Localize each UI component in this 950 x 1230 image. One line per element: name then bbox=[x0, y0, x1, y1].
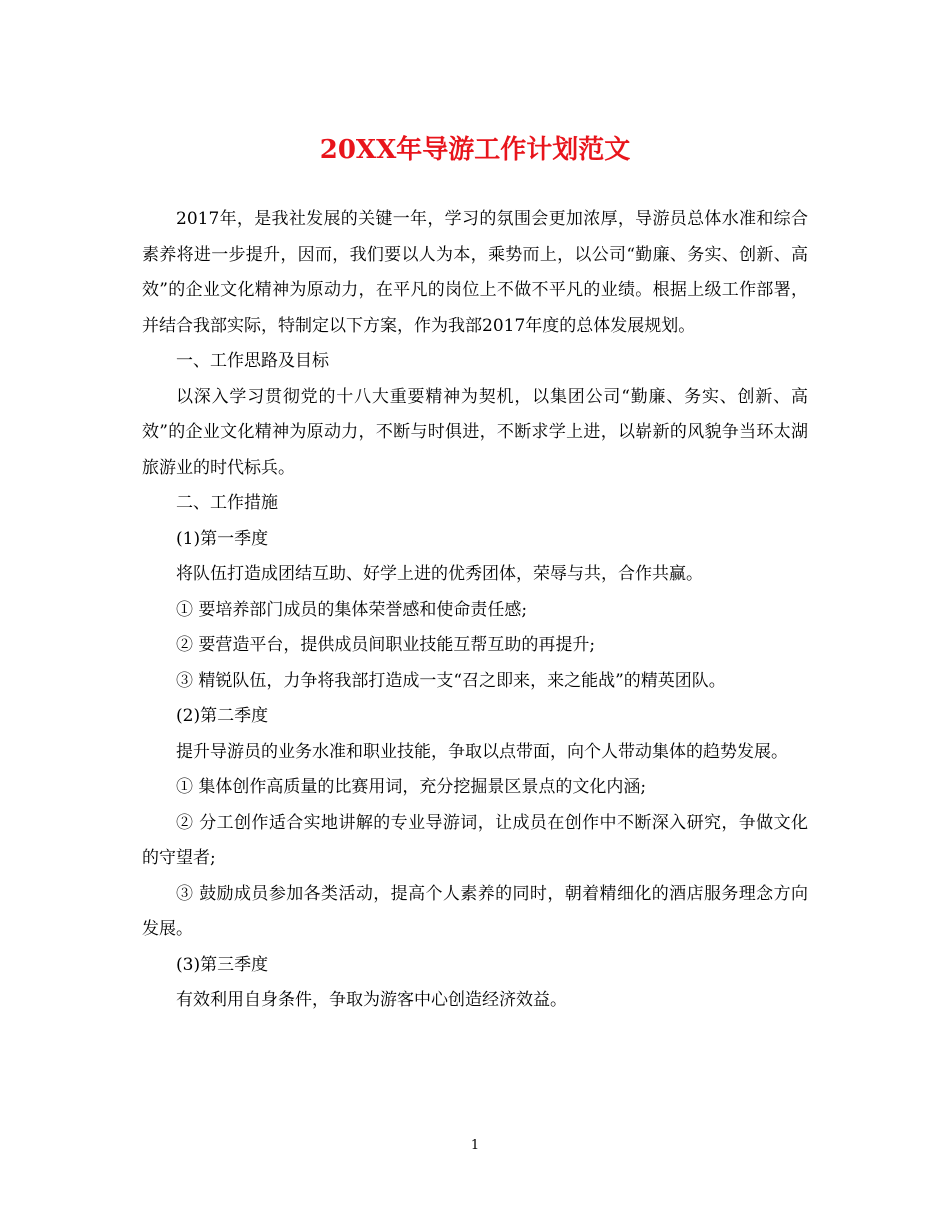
paragraph-first-quarter: 将队伍打造成团结互助、好学上进的优秀团体，荣辱与共，合作共赢。 bbox=[176, 564, 703, 584]
document-title: 20XX年导游工作计划范文 bbox=[319, 135, 631, 165]
paragraph-third-quarter: 有效利用自身条件，争取为游客中心创造经济效益。 bbox=[176, 990, 567, 1010]
list-item: ③ 精锐队伍，力争将我部打造成一支“召之即来，来之能战”的精英团队。 bbox=[176, 670, 726, 691]
heading-work-measures: 二、工作措施 bbox=[176, 493, 278, 513]
heading-third-quarter: (3)第三季度 bbox=[176, 954, 269, 975]
paragraph-intro: 2017年，是我社发展的关键一年，学习的氛围会更加浓厚，导游员总体水准和综合素养将进一步提升，因而，我们要以人为本，乘势而上，以公司“勤廉、务实、创新、高效”的企业文化精神为原动力，在平凡的岗位上不做不平凡的业绩。根据上级工作部署，并结合我部实际，特制定以下方案，作为我部2017年度的总体发展规划。 bbox=[142, 209, 808, 336]
heading-first-quarter: (1)第一季度 bbox=[176, 528, 269, 549]
paragraph-second-quarter: 提升导游员的业务水准和职业技能，争取以点带面，向个人带动集体的趋势发展。 bbox=[176, 741, 788, 762]
heading-second-quarter: (2)第二季度 bbox=[176, 706, 269, 726]
document-body bbox=[142, 202, 808, 1019]
list-item: ② 要营造平台，提供成员间职业技能互帮互助的再提升; bbox=[176, 635, 596, 655]
paragraph-work-ideas: 以深入学习贯彻党的十八大重要精神为契机，以集团公司“勤廉、务实、创新、高效”的企业文化精神为原动力，不断与时俱进，不断求学上进，以崭新的风貌争当环太湖旅游业的时代标兵。 bbox=[142, 386, 808, 478]
heading-work-ideas: 一、工作思路及目标 bbox=[176, 351, 329, 371]
list-item: ① 要培养部门成员的集体荣誉感和使命责任感; bbox=[176, 599, 528, 620]
list-item: ② 分工创作适合实地讲解的专业导游词，让成员在创作中不断深入研究，争做文化的守望者; bbox=[142, 812, 808, 868]
list-item: ① 集体创作高质量的比赛用词，充分挖掘景区景点的文化内涵; bbox=[176, 777, 647, 797]
list-item: ③ 鼓励成员参加各类活动，提高个人素养的同时，朝着精细化的酒店服务理念方向发展。 bbox=[142, 883, 808, 939]
page-number: 1 bbox=[470, 1138, 480, 1153]
